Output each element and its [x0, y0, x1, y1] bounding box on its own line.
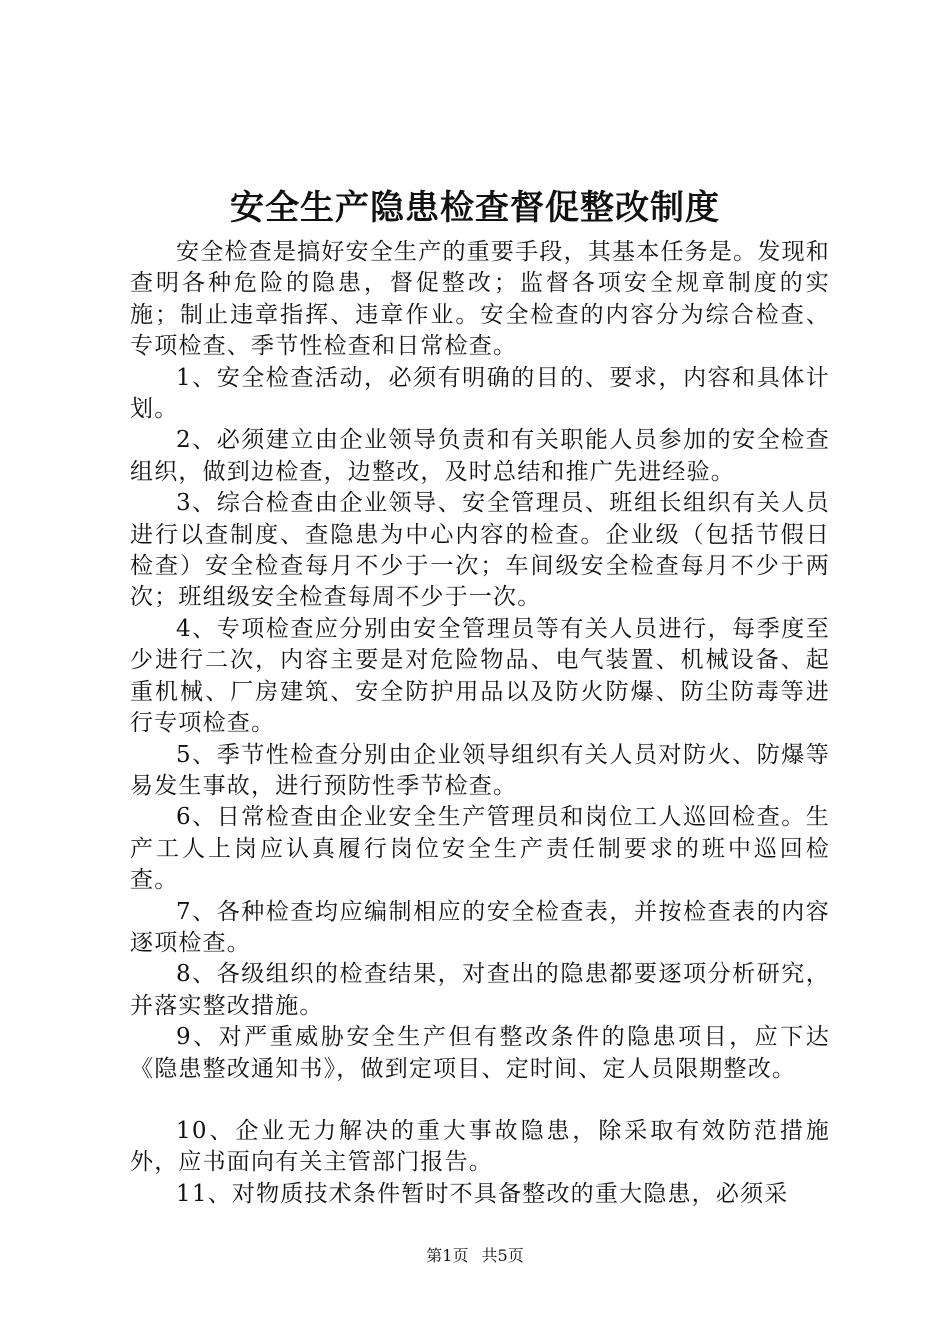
paragraph-item-9: 9、对严重威胁安全生产但有整改条件的隐患项目，应下达《隐患整改通知书》，做到定项目、定时间、定人员限期整改。	[130, 1024, 830, 1082]
document-title: 安全生产隐患检查督促整改制度	[230, 188, 720, 228]
page-number: 第1页	[426, 1246, 469, 1265]
paragraph-item-6: 6、日常检查由企业安全生产管理员和岗位工人巡回检查。生产工人上岗应认真履行岗位安全生产责任制要求的班中巡回检查。	[130, 804, 830, 894]
page-total: 共5页	[481, 1246, 524, 1265]
paragraph-item-4: 4、专项检查应分别由安全管理员等有关人员进行，每季度至少进行二次，内容主要是对危险物品、电气装置、机械设备、起重机械、厂房建筑、安全防护用品以及防火防爆、防尘防毒等进行专项检查。	[130, 615, 830, 737]
paragraph-item-5: 5、季节性检查分别由企业领导组织有关人员对防火、防爆等易发生事故，进行预防性季节检查。	[130, 741, 830, 799]
paragraph-item-2: 2、必须建立由企业领导负责和有关职能人员参加的安全检查组织，做到边检查，边整改，及时总结和推广先进经验。	[130, 427, 830, 485]
paragraph-spacer	[130, 1085, 830, 1116]
paragraph-item-10: 10、企业无力解决的重大事故隐患，除采取有效防范措施外，应书面向有关主管部门报告。	[130, 1117, 830, 1176]
paragraph-item-8: 8、各级组织的检查结果，对查出的隐患都要逐项分析研究，并落实整改措施。	[130, 961, 830, 1019]
paragraph-item-11: 11、对物质技术条件暂时不具备整改的重大隐患，必须采	[176, 1180, 789, 1207]
page-footer	[0, 1243, 950, 1266]
paragraph-item-3: 3、综合检查由企业领导、安全管理员、班组长组织有关人员进行以查制度、查隐患为中心内容的检查。企业级（包括节假日检查）安全检查每月不少于一次；车间级安全检查每月不少于两次；班组级安全检查每周不少于一次。	[130, 490, 830, 611]
paragraph-item-7: 7、各种检查均应编制相应的安全检查表，并按检查表的内容逐项检查。	[130, 898, 830, 956]
document-body	[130, 237, 830, 1210]
paragraph-intro: 安全检查是搞好安全生产的重要手段，其基本任务是。发现和查明各种危险的隐患，督促整改；监督各项安全规章制度的实施；制止违章指挥、违章作业。安全检查的内容分为综合检查、专项检查、季节性检查和日常检查。	[130, 239, 830, 360]
paragraph-item-1: 1、安全检查活动，必须有明确的目的、要求，内容和具体计划。	[130, 364, 830, 423]
